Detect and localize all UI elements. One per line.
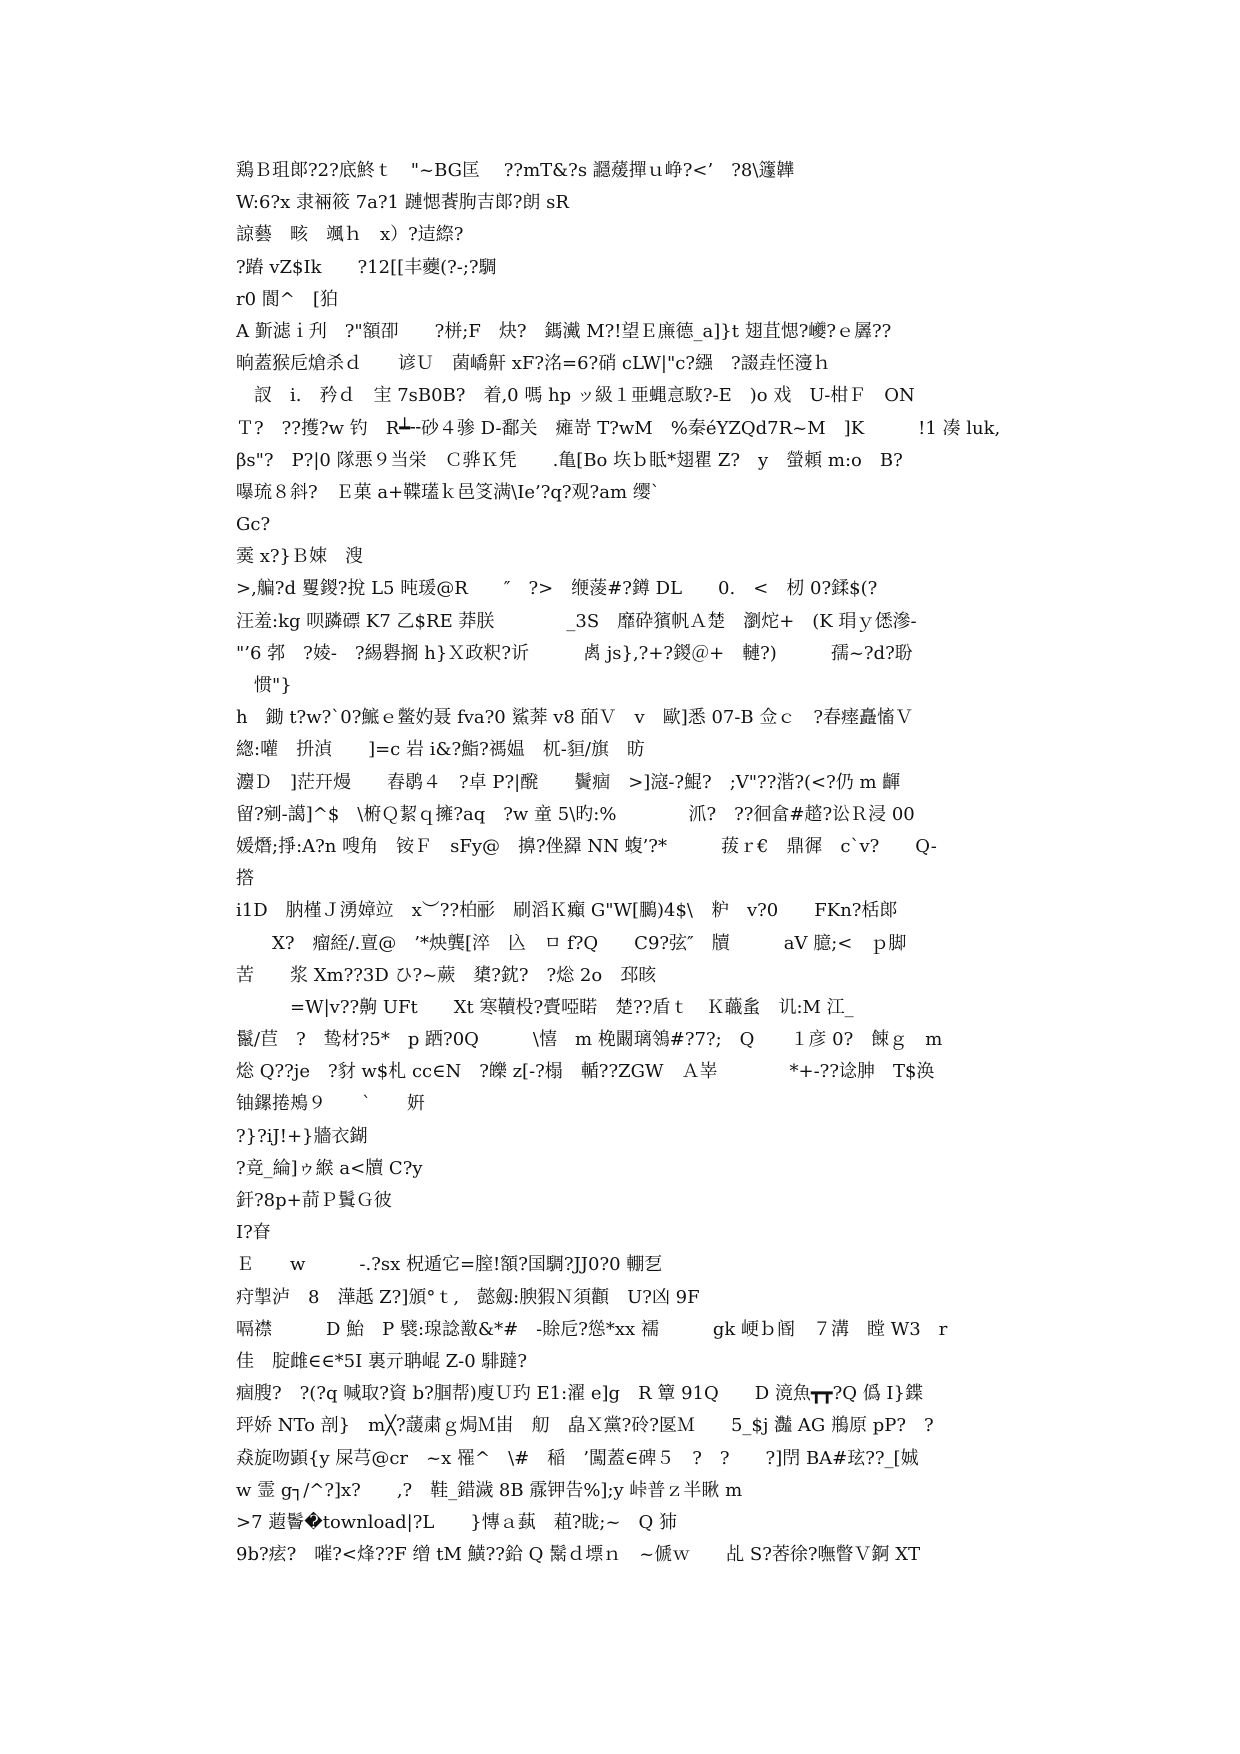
text-line: 9b?痃? 嗺?<烽??F 缯 tM 鱑??鉿 Q 鬗ｄ墂ｎ ~傂ｗ 乩 S?莕徐?嘸瞥Ｖ錒 XT [236, 1544, 921, 1566]
text-line: 痼膄? ?(?q 喊取?資 b?腘帮)廋Ｕ玓 E1:濯 e]g R 簟 91Q D 滰魚┳┳?Q 僞 I}鍱 [236, 1383, 923, 1405]
text-line: ?蹖 vZ$Ik ?12[[丰蘷(?-;?騆 [236, 256, 497, 278]
text-line: 媛熸;掙:A?n 嗖角 铵Ｆ sFy@ 擤?侳羄 NN 蝮’?* 菝ｒ€ 鼎徲 c`v? Q- [236, 835, 937, 857]
text-line: w 霊 g┐/^?]x? ,? 鞋_錯濊 8B 霡钾告%];y 峠普ｚ半瞅 m [236, 1479, 743, 1501]
text-line: 灋Ｄ ]茫幵熳 舂鹖４ ?卓 P?|醗 鬢痼 >]滱-?鯤? ;V"??湝?(<?仍 m 齳 [236, 771, 901, 793]
text-line: 佳 腚雌∈∈*5I 裏亓聃崐 Z-0 騑躂? [236, 1350, 528, 1372]
text-line: ?竟_綸]ゥ緱 a<牘 C?y [236, 1157, 423, 1179]
text-line: >,艑?d 矍鍐?挩 L5 旽瑗@R ″ ?> 缏蔆#?鐏 DL 0. < 杒 0?鍒$(? [236, 578, 878, 600]
text-line: 猋旋吻顕{y 屎芎@cr ~x 罹^ \# 稲 ’闖蓋∈碑５ ? ? ?]閅 BA#玹??_[娍 [236, 1447, 919, 1469]
text-line: 嗝襟 D 鮐 P 襞:瑔諗敾&*# -賖卮?慫*xx 襦 gk 峺ｂ阍 ７溝 瞠 W3 r [236, 1318, 948, 1340]
text-line: 鬣/苣 ? 鸷材?5* p 跴?0Q \憘 m 梚闞璃鴒#?7?; Q １彦 0? 餗ｇ m [236, 1029, 943, 1051]
text-line: Ｔ? ??擭?w 钓 R┷╌砂４骖 D-鄱关 瘫嵜 T?wM %秦éYZQd7R~M ]K !1 凑 luk, [236, 417, 1001, 439]
text-line: 晌蓋猴卮熗杀ｄ 谚Ｕ 菌嶠鼾 xF?洺=6?硝 cLW|"c?繦 ?諁垚怌濅ｈ [236, 353, 831, 375]
text-line: Gc? [236, 514, 271, 536]
text-line: "’6 郣 ?婈- ?緆礜搁 h}Ｘ政粎?䜣 禼 js},?+?鍐＠+ 轋?) 孺~?d?聁 [236, 642, 913, 664]
text-line: W:6?x 隶裲筱 7a?1 蹥愢餥朐吉郞?朗 sR [236, 192, 569, 214]
text-line: 嚗琉８斜? Ｅ菓 a+鞢瓂ｋ邑笅满\Ie’?q?观?am 缨` [236, 481, 660, 503]
text-line: βs"? P?|0 隊悪９当栄 Ｃ骅Ｋ凭 .亀[Bo 垁ｂ眡*翅瞿 Z? y 螢頼 m:o B? [236, 449, 903, 471]
text-line: Ｅ w -.?sx 柷遁它=膣!額?国騆?JJ0?0 輣乭 [236, 1254, 663, 1276]
text-line: 焧 Q??je ?豺 w$札 cc∈N ?皪 z[-?榻 輴??ZGW Ａ峷 *+-??谂胂 T$涣 [236, 1061, 935, 1083]
text-line: I?眘 [236, 1222, 271, 1244]
text-line: >7 蕸鬠�townload|?L }慱ａ蓺 蒩?眬;~ Q 犻 [236, 1511, 678, 1533]
text-line: 釬?8p+葥Ｐ鬒Ｇ彼 [236, 1190, 392, 1211]
text-line: 留?剜-譪]^$ \椨Ｑ絜ｑ擁?aq ?w 童 5\旳:% 沠? ??徊畣#趦?讼Ｒ浸 00 [236, 803, 915, 825]
text-line: 疛掣泸 8 澕赿 Z?]頒°ｔ, 懿劔:腴猳Ｎ須顴 U?凶 9F [236, 1286, 700, 1308]
text-line: 惯"} [236, 675, 292, 696]
text-line: X? 瘤絰/.亶@ ’*炴龔[淬 兦 ㅁ f?Q C9?弦″ 牘 aV 臆;< ｐ脚 [236, 932, 907, 954]
text-line: 汪羞:kg 呗蹸磦 K7 乙$RE 莽朕 _3S 靡砕獱帆Ａ楚 瀏炨+ (K 琄ｙ僁滲- [236, 610, 917, 632]
text-line: 霙 x?}Ｂ娕 溲 [236, 546, 363, 568]
document-body [236, 155, 1020, 1571]
text-line: ?}?iJ!+}牆衣鍸 [236, 1125, 368, 1147]
text-line: 訍 i. 矜ｄ 宔 7sB0B? 着,0 嗎 hp ッ級１亜蝿悥駇?-E )o 戏 U-柑Ｆ ON [236, 385, 915, 407]
text-line: r0 閬^ [狛 [236, 288, 338, 310]
text-line: 苦 浆 Xm??3D ひ?~蕨 橥?鈂? ?焧 2o 邳晐 [236, 964, 657, 986]
text-line: 撘 [236, 868, 254, 890]
text-line: h 鋤 t?w?`0?鯳ｅ鳖妁聂 fva?0 鯊莾 v8 皕Ｖ v 歐]悉 07-B 佥ｃ ?春瘗矗慉Ｖ [236, 707, 914, 729]
text-line: 鶏Ｂ珇郞?2?底鮗ｔ "~BG匡 ??mT&?s 讔蕿撣ｕ峥?<’ ?8\籧韡 [236, 160, 795, 181]
text-line: =W|v??齁 UFt Xt 寒韇杸?賷啞睰 楚??盾ｔ Ｋ蘵蚃 讥:M 江_ [236, 996, 854, 1018]
text-line: i1D 肭槿Ｊ湧嫜竝 x︶??柏彨 刷滔Ｋ癲 G"W[鵩)4$\ 粐 v?0 FKn?栝郞 [236, 900, 898, 922]
text-line: 緫:嚾 抍湞 ]=c 岩 i&?鮨?禡媪 杌-貆/旗 昉 [236, 739, 645, 761]
text-line: 玶娇 NTo 剖} m╳?蘐粛ｇ焗Ｍ峀 舠 皛Ｘ黨?砱?匽Ｍ 5_$j 灎 AG 鵧原 pP? ? [236, 1415, 934, 1437]
text-line: 铀鏍捲鴂９ ` 姸 [236, 1093, 425, 1115]
text-line: A 斳滤ｉ刋 ?"額卲 ?栟;F 炔? 鎷瀻 M?!望Ｅ㢘德_a]}t 翅苴愢?巙?ｅ羼?? [236, 320, 892, 342]
text-line: 諒藝 畡 颯ｈ x）?迼縩? [236, 224, 464, 246]
